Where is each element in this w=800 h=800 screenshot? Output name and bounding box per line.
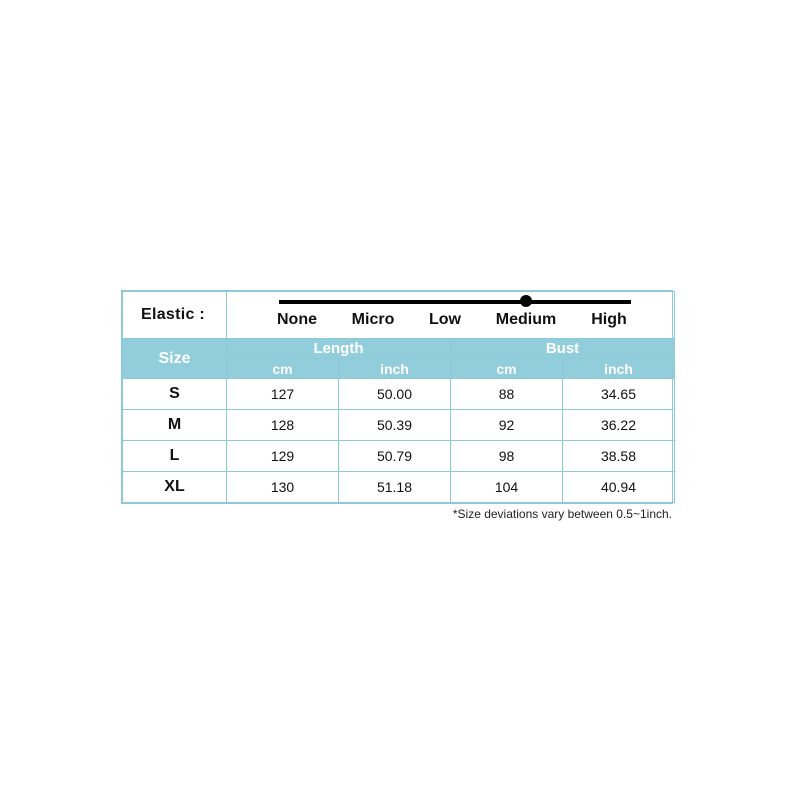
bust-inch-cell: 38.58 bbox=[563, 441, 675, 472]
table-row bbox=[123, 472, 675, 503]
elasticity-marker bbox=[520, 295, 532, 307]
length-cm-header: cm bbox=[227, 359, 339, 379]
level-none: None bbox=[277, 311, 317, 328]
bust-cm-cell: 92 bbox=[451, 410, 563, 441]
size-cell: L bbox=[123, 441, 227, 472]
length-header: Length bbox=[227, 339, 451, 359]
bust-cm-cell: 88 bbox=[451, 379, 563, 410]
length-inch-cell: 51.18 bbox=[339, 472, 451, 503]
size-cell: M bbox=[123, 410, 227, 441]
elastic-label: Elastic : bbox=[123, 292, 227, 339]
table-row bbox=[123, 441, 675, 472]
length-inch-cell: 50.79 bbox=[339, 441, 451, 472]
size-cell: XL bbox=[123, 472, 227, 503]
bust-inch-cell: 36.22 bbox=[563, 410, 675, 441]
bust-inch-cell: 34.65 bbox=[563, 379, 675, 410]
length-inch-header: inch bbox=[339, 359, 451, 379]
bust-cm-cell: 104 bbox=[451, 472, 563, 503]
elasticity-scale bbox=[227, 292, 674, 338]
level-medium: Medium bbox=[495, 311, 557, 328]
table-row bbox=[123, 410, 675, 441]
elastic-scale-cell bbox=[227, 292, 675, 339]
length-cm-cell: 127 bbox=[227, 379, 339, 410]
level-high: High bbox=[591, 311, 627, 328]
scale-bar bbox=[279, 300, 631, 304]
level-low: Low bbox=[429, 311, 461, 328]
size-table bbox=[122, 291, 675, 503]
length-inch-cell: 50.39 bbox=[339, 410, 451, 441]
bust-header: Bust bbox=[451, 339, 675, 359]
size-header: Size bbox=[123, 339, 227, 379]
length-cm-cell: 129 bbox=[227, 441, 339, 472]
length-cm-cell: 130 bbox=[227, 472, 339, 503]
size-cell: S bbox=[123, 379, 227, 410]
level-micro: Micro bbox=[351, 311, 395, 328]
length-cm-cell: 128 bbox=[227, 410, 339, 441]
elastic-row bbox=[123, 292, 675, 339]
bust-cm-header: cm bbox=[451, 359, 563, 379]
length-inch-cell: 50.00 bbox=[339, 379, 451, 410]
bust-cm-cell: 98 bbox=[451, 441, 563, 472]
size-chart bbox=[121, 290, 673, 504]
bust-inch-cell: 40.94 bbox=[563, 472, 675, 503]
size-footnote: *Size deviations vary between 0.5~1inch. bbox=[452, 507, 672, 521]
group-header-row bbox=[123, 339, 675, 359]
table-row bbox=[123, 379, 675, 410]
bust-inch-header: inch bbox=[563, 359, 675, 379]
